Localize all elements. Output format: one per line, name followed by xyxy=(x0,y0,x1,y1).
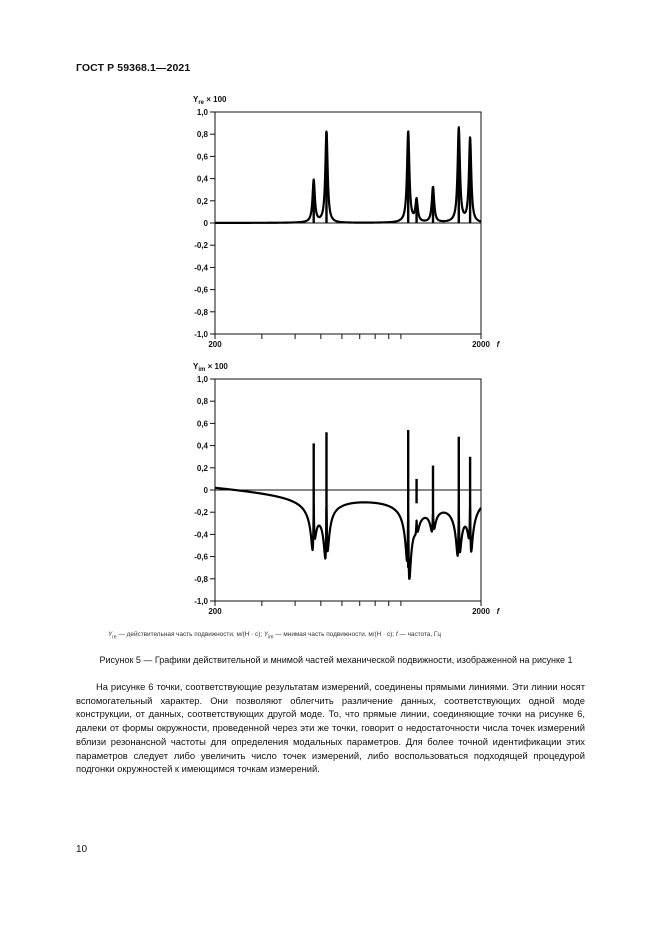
chart-1-xtick-label-end: 2000 xyxy=(472,340,490,349)
chart-2-ytick-label: -1,0 xyxy=(194,597,208,606)
chart-2-ytick-label: 0,8 xyxy=(196,397,208,407)
chart-1-ytick-label: -1,0 xyxy=(194,330,208,339)
legend-im-text: — мнимая часть подвижности, м/(Н · с); xyxy=(273,631,396,638)
chart-1-ytick-label: 0,8 xyxy=(196,130,208,140)
chart-1-ylabel-suffix: × 100 xyxy=(206,95,227,104)
chart-2-ylabel-suffix: × 100 xyxy=(207,362,228,371)
document-header: ГОСТ Р 59368.1—2021 xyxy=(76,62,191,74)
legend-f-symbol: f xyxy=(395,631,398,638)
chart-2-ylabel-subscript: im xyxy=(198,367,206,373)
chart-2-xtick-label-start: 200 xyxy=(208,607,222,616)
figure-legend-note xyxy=(108,631,588,640)
chart-1-xtick-label-start: 200 xyxy=(208,340,222,349)
chart-2-xlabel: f xyxy=(496,607,500,616)
chart-1-ylabel-symbol: Y xyxy=(193,95,199,104)
legend-re-sub: re xyxy=(112,634,117,641)
chart-2-series-line xyxy=(215,488,481,579)
chart-2-ytick-label: -0,4 xyxy=(194,530,208,540)
chart-2-ytick-label: 0,6 xyxy=(196,419,208,429)
chart-2-ytick-label: 0,2 xyxy=(196,463,208,473)
chart-1-ytick-label: -0,2 xyxy=(194,241,208,251)
chart-2-ytick-label: 0,4 xyxy=(196,441,208,451)
legend-f-text: — частота, Гц xyxy=(397,631,441,638)
chart-1-ytick-label: 0 xyxy=(203,219,208,228)
chart-1-ytick-label: -0,4 xyxy=(194,263,208,273)
body-paragraph: На рисунке 6 точки, соответствующие результатам измерений, соединены прямыми линиями. Эти линии носят вспомогательный характер. Они позволяют облегчить различение данных, соответствующих одной моде конструкции, от данных, соответствующих другой моде. То, что прямые линии, соединяющие точки на рисунке 6, далеки от формы окружности, проведенной через эти же точки, говорит о недостаточности числа точек измерений вблизи резонансной частоты для определения модальных параметров. Для более точной идентификации этих параметров следует либо увеличить число точек измерений, либо воспользоваться подходящей процедурой подгонки окружностей к имеющимся точкам измерений. xyxy=(76,681,585,775)
chart-1-ylabel-subscript: re xyxy=(198,100,205,106)
chart-2-ytick-label: 0 xyxy=(203,486,208,495)
chart-2-ytick-label: -0,2 xyxy=(194,508,208,518)
chart-2-ylabel xyxy=(193,362,228,373)
chart-2-ytick-label: 1,0 xyxy=(196,375,208,384)
chart-2-ytick-label: -0,8 xyxy=(194,574,208,584)
chart-2-ytick-label: -0,6 xyxy=(194,552,208,562)
page-number: 10 xyxy=(76,844,88,855)
chart-1-ytick-label: 0,6 xyxy=(196,152,208,162)
chart-1-series-line xyxy=(215,127,481,223)
chart-1-ytick-label: -0,6 xyxy=(194,285,208,295)
legend-re-symbol: Y xyxy=(108,631,113,638)
chart-1-ytick-label: -0,8 xyxy=(194,307,208,317)
legend-re-text: — действительная часть подвижности, м/(Н · с); xyxy=(116,631,264,638)
chart-1-xlabel: f xyxy=(496,340,500,349)
chart-1-ytick-label: 0,2 xyxy=(196,196,208,206)
chart-1-ylabel xyxy=(193,95,227,106)
figure-caption: Рисунок 5 — Графики действительной и мнимой частей механической подвижности, изображенной на рисунке 1 xyxy=(99,655,573,665)
legend-im-symbol: Y xyxy=(263,631,269,638)
chart-2-ylabel-symbol: Y xyxy=(193,362,199,371)
legend-im-sub: im xyxy=(268,634,274,641)
chart-2-xtick-label-end: 2000 xyxy=(472,607,490,616)
chart-1-ytick-label: 1,0 xyxy=(196,108,208,117)
chart-1-ytick-label: 0,4 xyxy=(196,174,208,184)
